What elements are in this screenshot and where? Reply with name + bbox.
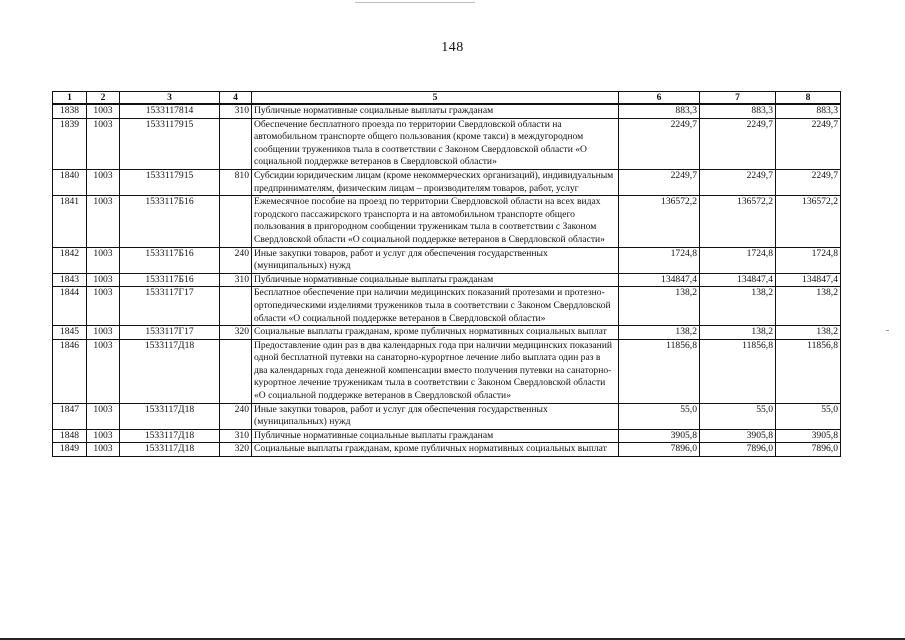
row-number-cell: 1848 <box>53 429 87 443</box>
amount-col7-cell: 1724,8 <box>700 247 776 273</box>
amount-col6-cell: 2249,7 <box>619 118 700 169</box>
description-cell: Бесплатное обеспечение при наличии медицинских показаний протезами и протезно-ортопедическими изделиями тружеников тыла в соответствии с Законом Свердловской области «О социальной поддержке ветеранов в Свердловской области» <box>252 287 619 326</box>
amount-col6-cell: 138,2 <box>619 326 700 340</box>
amount-col6-cell: 134847,4 <box>619 273 700 287</box>
target-code-cell: 1533117Д18 <box>120 443 220 457</box>
expense-kind-cell <box>220 118 252 169</box>
amount-col7-cell: 55,0 <box>700 403 776 429</box>
row-number-cell: 1844 <box>53 287 87 326</box>
amount-col8-cell: 2249,7 <box>776 118 841 169</box>
amount-col6-cell: 883,3 <box>619 104 700 118</box>
expense-kind-cell: 310 <box>220 104 252 118</box>
amount-col7-cell: 2249,7 <box>700 118 776 169</box>
description-cell: Социальные выплаты гражданам, кроме публичных нормативных социальных выплат <box>252 326 619 340</box>
section-code-cell: 1003 <box>87 247 120 273</box>
description-cell: Субсидии юридическим лицам (кроме некоммерческих организаций), индивидуальным предпринимателям, физическим лицам – производителям товаров, работ, услуг <box>252 169 619 195</box>
section-code-cell: 1003 <box>87 196 120 247</box>
amount-col7-cell: 136572,2 <box>700 196 776 247</box>
header-cell-col7: 7 <box>700 92 776 105</box>
amount-col6-cell: 55,0 <box>619 403 700 429</box>
header-row <box>53 92 841 105</box>
section-code-cell: 1003 <box>87 169 120 195</box>
amount-col6-cell: 11856,8 <box>619 339 700 403</box>
amount-col7-cell: 2249,7 <box>700 169 776 195</box>
target-code-cell: 1533117Б16 <box>120 196 220 247</box>
header-cell-col1: 1 <box>53 92 87 105</box>
section-code-cell: 1003 <box>87 118 120 169</box>
amount-col7-cell: 3905,8 <box>700 429 776 443</box>
target-code-cell: 1533117814 <box>120 104 220 118</box>
target-code-cell: 1533117Д18 <box>120 403 220 429</box>
header-cell-col8: 8 <box>776 92 841 105</box>
expense-kind-cell: 240 <box>220 403 252 429</box>
amount-col8-cell: 3905,8 <box>776 429 841 443</box>
target-code-cell: 1533117Д18 <box>120 429 220 443</box>
table-header <box>53 92 841 105</box>
description-cell: Ежемесячное пособие на проезд по территории Свердловской области на всех видах городского пассажирского транспорта и на автомобильном транспорте общего пользования в пригородном сообщении труженикам тыла в соответствии с Законом Свердловской области «О социальной поддержке ветеранов в Свердловской области» <box>252 196 619 247</box>
row-number-cell: 1847 <box>53 403 87 429</box>
amount-col7-cell: 134847,4 <box>700 273 776 287</box>
target-code-cell: 1533117Г17 <box>120 287 220 326</box>
section-code-cell: 1003 <box>87 104 120 118</box>
target-code-cell: 1533117Б16 <box>120 247 220 273</box>
table-row <box>53 169 841 195</box>
section-code-cell: 1003 <box>87 287 120 326</box>
expense-kind-cell: 310 <box>220 429 252 443</box>
amount-col8-cell: 134847,4 <box>776 273 841 287</box>
description-cell: Иные закупки товаров, работ и услуг для обеспечения государственных (муниципальных) нужд <box>252 247 619 273</box>
page-number: 148 <box>441 40 464 55</box>
amount-col6-cell: 138,2 <box>619 287 700 326</box>
row-number-cell: 1843 <box>53 273 87 287</box>
row-number-cell: 1841 <box>53 196 87 247</box>
amount-col6-cell: 3905,8 <box>619 429 700 443</box>
amount-col8-cell: 1724,8 <box>776 247 841 273</box>
expense-kind-cell <box>220 196 252 247</box>
table-row <box>53 104 841 118</box>
amount-col7-cell: 883,3 <box>700 104 776 118</box>
header-cell-col3: 3 <box>120 92 220 105</box>
amount-col6-cell: 1724,8 <box>619 247 700 273</box>
row-number-cell: 1840 <box>53 169 87 195</box>
row-number-cell: 1845 <box>53 326 87 340</box>
row-number-cell: 1846 <box>53 339 87 403</box>
target-code-cell: 1533117915 <box>120 118 220 169</box>
header-cell-col2: 2 <box>87 92 120 105</box>
table-row <box>53 339 841 403</box>
table-row <box>53 247 841 273</box>
row-number-cell: 1838 <box>53 104 87 118</box>
amount-col8-cell: 7896,0 <box>776 443 841 457</box>
amount-col7-cell: 7896,0 <box>700 443 776 457</box>
amount-col7-cell: 138,2 <box>700 287 776 326</box>
amount-col8-cell: 883,3 <box>776 104 841 118</box>
section-code-cell: 1003 <box>87 403 120 429</box>
target-code-cell: 1533117Г17 <box>120 326 220 340</box>
header-cell-col6: 6 <box>619 92 700 105</box>
table-row <box>53 273 841 287</box>
table-row <box>53 443 841 457</box>
description-cell: Социальные выплаты гражданам, кроме публичных нормативных социальных выплат <box>252 443 619 457</box>
description-cell: Публичные нормативные социальные выплаты гражданам <box>252 104 619 118</box>
row-number-cell: 1849 <box>53 443 87 457</box>
budget-table <box>52 91 841 457</box>
expense-kind-cell: 240 <box>220 247 252 273</box>
expense-kind-cell: 320 <box>220 326 252 340</box>
row-number-cell: 1842 <box>53 247 87 273</box>
table-row <box>53 429 841 443</box>
expense-kind-cell: 810 <box>220 169 252 195</box>
amount-col8-cell: 136572,2 <box>776 196 841 247</box>
expense-kind-cell: 310 <box>220 273 252 287</box>
amount-col8-cell: 55,0 <box>776 403 841 429</box>
amount-col8-cell: 138,2 <box>776 287 841 326</box>
amount-col6-cell: 7896,0 <box>619 443 700 457</box>
description-cell: Обеспечение бесплатного проезда по территории Свердловской области на автомобильном транспорте общего пользования (кроме такси) в междугородном сообщении тружеников тыла в соответствии с Законом Свердловской области «О социальной поддержке ветеранов в Свердловской области» <box>252 118 619 169</box>
row-number-cell: 1839 <box>53 118 87 169</box>
table-body <box>53 104 841 457</box>
table-row <box>53 403 841 429</box>
expense-kind-cell <box>220 339 252 403</box>
header-cell-col5: 5 <box>252 92 619 105</box>
section-code-cell: 1003 <box>87 429 120 443</box>
expense-kind-cell: 320 <box>220 443 252 457</box>
target-code-cell: 1533117Д18 <box>120 339 220 403</box>
amount-col6-cell: 2249,7 <box>619 169 700 195</box>
table-row <box>53 196 841 247</box>
margin-mark <box>886 330 889 331</box>
description-cell: Иные закупки товаров, работ и услуг для обеспечения государственных (муниципальных) нужд <box>252 403 619 429</box>
amount-col8-cell: 11856,8 <box>776 339 841 403</box>
amount-col8-cell: 2249,7 <box>776 169 841 195</box>
section-code-cell: 1003 <box>87 339 120 403</box>
table-row <box>53 287 841 326</box>
table-row <box>53 326 841 340</box>
description-cell: Публичные нормативные социальные выплаты гражданам <box>252 273 619 287</box>
table-row <box>53 118 841 169</box>
scan-top-edge <box>355 2 475 3</box>
description-cell: Публичные нормативные социальные выплаты гражданам <box>252 429 619 443</box>
section-code-cell: 1003 <box>87 273 120 287</box>
target-code-cell: 1533117Б16 <box>120 273 220 287</box>
amount-col7-cell: 138,2 <box>700 326 776 340</box>
target-code-cell: 1533117915 <box>120 169 220 195</box>
expense-kind-cell <box>220 287 252 326</box>
section-code-cell: 1003 <box>87 326 120 340</box>
header-cell-col4: 4 <box>220 92 252 105</box>
amount-col7-cell: 11856,8 <box>700 339 776 403</box>
description-cell: Предоставление один раз в два календарных года при наличии медицинских показаний одной бесплатной путевки на санаторно-курортное лечение либо выплата один раз в два календарных года денежной компенсации вместо получения путевки на санаторно-курортное лечение труженикам тыла в соответствии с Законом Свердловской области «О социальной поддержке ветеранов в Свердловской области» <box>252 339 619 403</box>
amount-col8-cell: 138,2 <box>776 326 841 340</box>
section-code-cell: 1003 <box>87 443 120 457</box>
amount-col6-cell: 136572,2 <box>619 196 700 247</box>
